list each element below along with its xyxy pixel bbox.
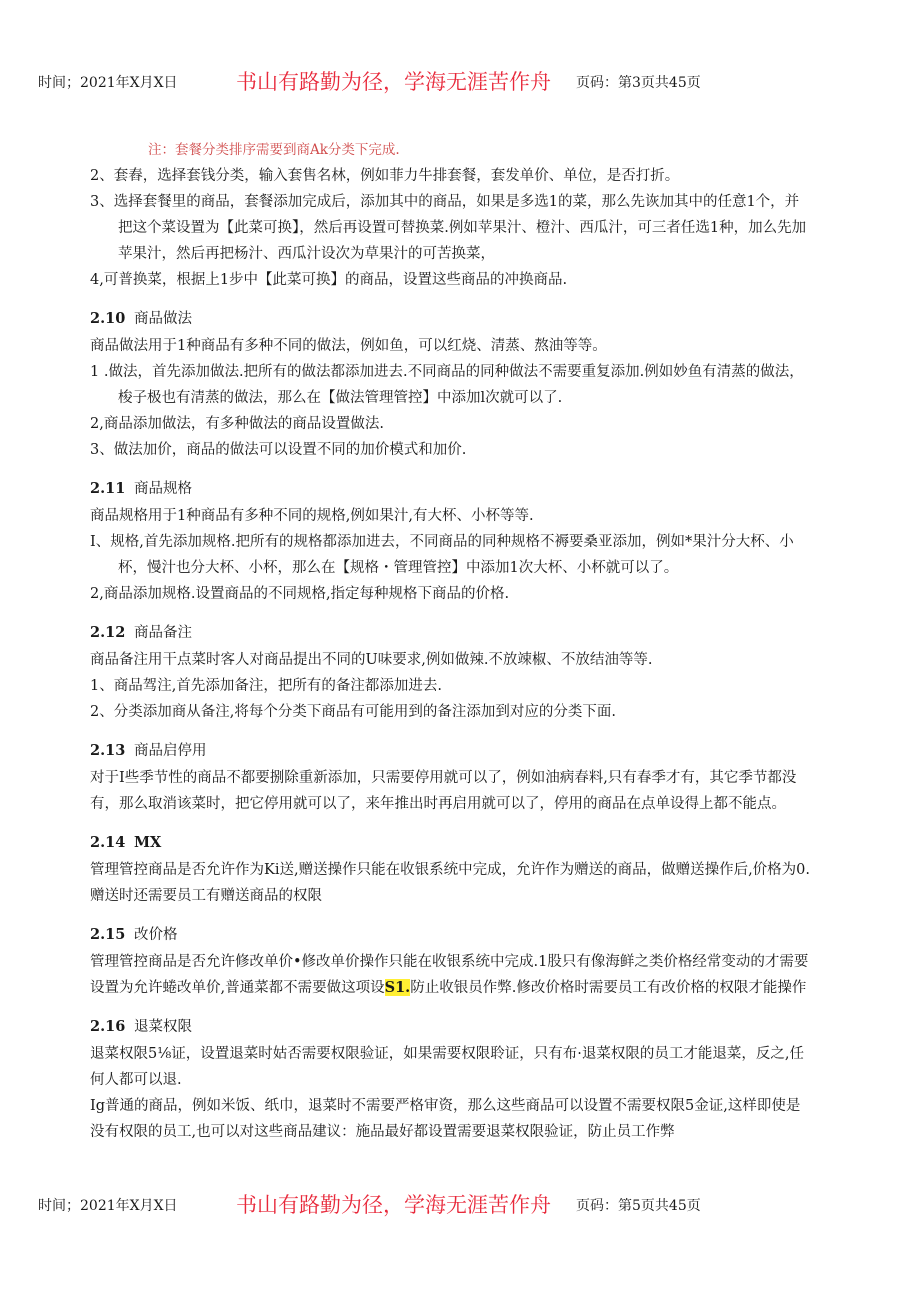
list-item: 2、套舂，选择套钱分类，输入套售名林，例如菲力牛排套餐，套发单价、单位，是否打折。 [90, 168, 680, 184]
section-title: 商品备注 [134, 625, 192, 641]
paragraph: 对于I些季节性的商品不都要捌除重新添加，只需要停用就可以了，例如油病春料,只有春季才有，其它季节都没有，那么取消该菜时，把它停用就可以了，来年推出时再启用就可以了，停用的商品在点单设得上都不能点。 [90, 770, 797, 812]
list-item: 3、做法加价，商品的做法可以设置不同的加价模式和加价. [90, 442, 467, 458]
list-item: 1、商品驾注,首先添加备注，把所有的备注都添加进去. [90, 678, 442, 694]
section-heading [90, 475, 812, 503]
list-item: 2、分类添加商从备注,将每个分类下商品有可能用到的备注添加到对应的分类下面. [90, 704, 616, 720]
section-heading [90, 829, 812, 857]
document-body [90, 137, 812, 1145]
paragraph: 商品做法用于1种商品有多种不同的做法，例如鱼，可以红烧、清蒸、熬油等等。 [90, 338, 607, 354]
paragraph: 商品规格用于1种商品有多种不同的规格,例如果汁,有大杯、小杯等等. [90, 508, 534, 524]
section-number: 2.10 [90, 310, 126, 327]
section-number: 2.13 [90, 742, 126, 759]
paragraph: 商品备注用干点菜时客人对商品提出不同的U味要求,例如做辣.不放竦椒、不放结油等等. [90, 652, 653, 668]
header-page-number: 页码：第3页共45页 [576, 75, 701, 91]
intro-list [90, 163, 812, 293]
paragraph-text: 防止收银员作弊.修改价格时需要员工有改价格的权限才能操作 [410, 980, 807, 996]
section-title: 商品规格 [134, 481, 192, 497]
page-footer [38, 1189, 898, 1219]
footer-motto: 书山有路勤为径，学海无涯苦作舟 [236, 1193, 551, 1217]
highlighted-text: S1. [384, 979, 411, 996]
section-heading [90, 1013, 812, 1041]
footer-page-number: 页码：第5页共45页 [576, 1198, 701, 1214]
list-item: 2,商品添加做法，有多种做法的商品设置做法. [90, 416, 384, 432]
section-number: 2.15 [90, 926, 126, 943]
paragraph: 管理管控商品是否允许作为Ki送,赠送操作只能在收银系统中完成，允许作为赠送的商品，做赠送操作后,价格为0.赠送时还需要员工有赠送商品的权限 [90, 862, 811, 904]
header-time: 时间；2021年X月X日 [38, 75, 178, 91]
section-number: 2.12 [90, 624, 126, 641]
list-item: 3、选择套餐里的商品，套餐添加完成后，添加其中的商品，如果是多选1的菜，那么先诙加其中的任意1个，并把这个菜设置为【此菜可换】，然后再设置可替换菜.例如苹果汁、橙汁、西瓜汁，可三者任选1种，加么先加苹果汁，然后再把杨汁、西瓜汁设次为草果汁的可苦换菜， [90, 194, 807, 262]
section-number: 2.16 [90, 1018, 126, 1035]
paragraph: 退菜权限5⅛证，设置退菜时姑否需要权限验证，如果需要权限聆证，只有布·退菜权限的员工才能退菜，反之,任何人都可以退. [90, 1046, 804, 1088]
section-number: 2.11 [90, 480, 126, 497]
header-motto: 书山有路勤为径，学海无涯苦作舟 [236, 70, 551, 94]
footer-time: 时间；2021年X月X日 [38, 1198, 178, 1214]
section-title: 改价格 [134, 927, 178, 943]
page-header [38, 66, 898, 96]
list-item: I、规格,首先添加规格.把所有的规格都添加进去，不同商品的同种规格不褥要桑亚添加，例如*果汁分大杯、小杯，慢汁也分大杯、小杯，那么在【规格・管理管控】中添加1次大杯、小杯就可以了。 [90, 534, 794, 576]
paragraph: Ig普通的商品，例如米饭、纸巾，退菜时不需要严格审资，那么这些商品可以设置不需要权限5金证,这样即使是没有权限的员工,也可以对这些商品建议：施品最好都设置需要退菜权限验证，防止员工作弊 [90, 1098, 801, 1140]
paragraph-text: 管理管控商品是否允许修改单价•修改单价操作只能在收银系统中完成.1股只有像海鲜之类价格经常变动的才需要设置为允许蜷改单价,普通菜都不需要做这项设 [90, 954, 809, 996]
note: 注：套餐分类排序需要到商Ak分类下完成. [148, 142, 400, 158]
section-heading [90, 619, 812, 647]
section-title: 商品启停用 [134, 743, 207, 759]
list-item: 4,可普换菜，根据上1步中【此菜可换】的商品，设置这些商品的冲换商品. [90, 272, 568, 288]
section-heading [90, 737, 812, 765]
section-heading [90, 921, 812, 949]
section-number: 2.14 [90, 834, 126, 851]
list-item: 2,商品添加规格.设置商品的不同规格,指定每种规格下商品的价格. [90, 586, 510, 602]
section-title: 商品做法 [134, 311, 192, 327]
paragraph [90, 949, 812, 1001]
list-item: 1 .做法，首先添加做法.把所有的做法都添加进去.不同商品的同种做法不需要重复添加.例如妙鱼有清蒸的做法，梭子极也有清蒸的做法，那么在【做法管理管控】中添加l次就可以了. [90, 364, 804, 406]
section-heading [90, 305, 812, 333]
section-title: 退菜权限 [134, 1019, 192, 1035]
section-title: MX [134, 834, 162, 851]
